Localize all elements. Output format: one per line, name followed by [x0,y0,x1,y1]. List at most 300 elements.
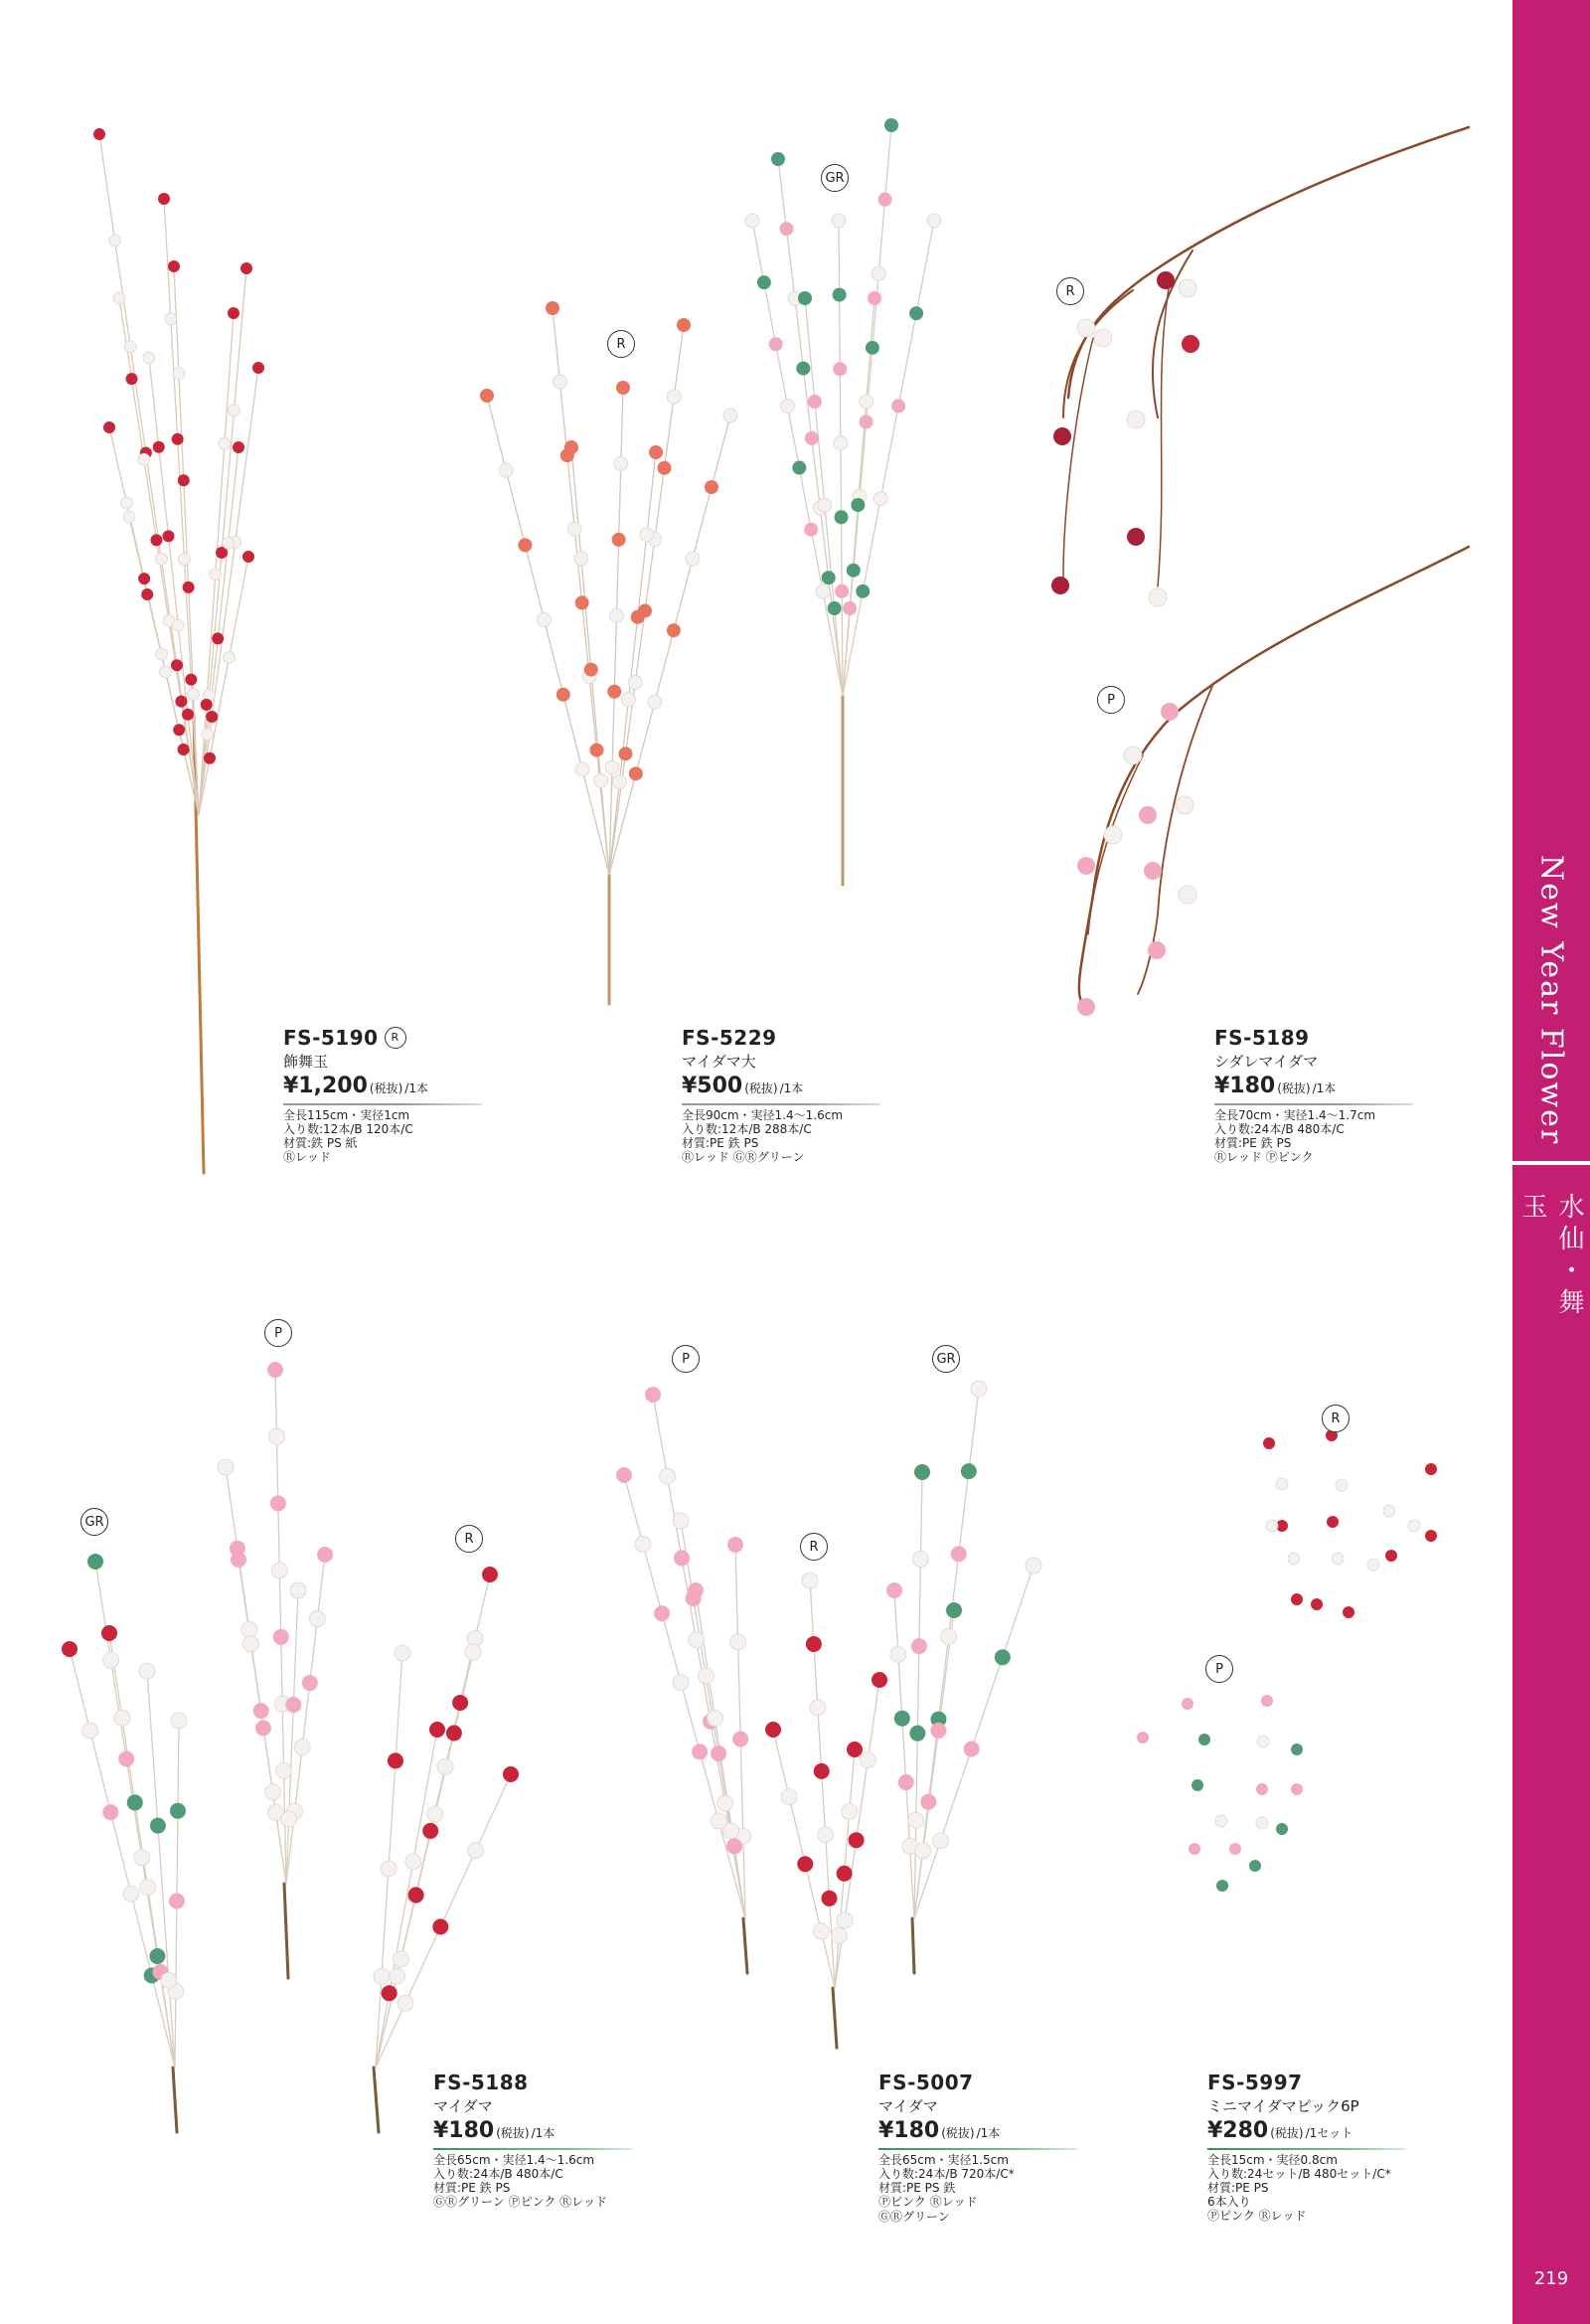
bead [890,1646,906,1662]
bead [842,1803,858,1819]
bead [178,474,190,486]
bead [1127,528,1145,546]
bead [317,1547,333,1563]
bead [178,744,190,755]
bead [381,1861,397,1877]
stem [199,557,248,815]
bead [908,1812,924,1828]
bead [1425,1463,1437,1475]
bead [242,1636,258,1652]
bead [253,1703,269,1719]
bead [995,1649,1011,1665]
bead [1104,826,1122,844]
stem [376,1652,473,2068]
product-fs-5190 [283,1026,581,1165]
bead [1192,1779,1203,1791]
bead [730,1634,746,1650]
bead [429,1722,445,1738]
bead [1291,1593,1303,1605]
bead [224,651,236,663]
bead [1161,703,1179,721]
bead [1127,411,1145,428]
bead [605,760,619,774]
color-options: Ⓟピンク Ⓡレッド [1207,2209,1307,2223]
branch [284,1884,288,1978]
bead [779,222,793,236]
bead [622,693,636,707]
bead [860,395,874,409]
product-code: FS-5229 [682,1026,777,1050]
spec-size: 全長115cm・実径1cm [283,1108,410,1122]
bead [1257,1736,1269,1747]
bead [183,581,195,593]
bead [159,666,171,678]
bead [628,675,642,689]
bead [1215,1815,1227,1827]
bead [780,399,794,413]
product-fs-5007 [878,2071,1177,2225]
bead [185,674,197,686]
branch [374,2068,379,2132]
spec-quantity: 入り数:12本/B 120本/C [283,1122,413,1136]
bead [124,341,136,353]
bead [432,1918,448,1934]
branch [912,1918,914,1973]
bead [405,1854,421,1870]
bead [168,260,180,272]
category-sidebar [1512,0,1590,2324]
bead [281,1811,297,1827]
spec-material: 材質:PE 鉄 PS [1214,1136,1292,1150]
bead [920,1794,936,1810]
bead [1288,1553,1300,1565]
bead [654,1605,670,1621]
bead [556,688,570,702]
bead [201,699,213,711]
bead [156,648,168,660]
tax-label: (税抜) [496,2126,530,2140]
bead [188,689,200,701]
spec-material: 材質:PE 鉄 PS [433,2181,511,2195]
bead [302,1675,318,1691]
bead [723,409,737,422]
bead [101,1625,117,1641]
product-price: ¥180 [1214,1074,1276,1098]
marker-green: GR [821,164,849,192]
bead [941,1628,957,1644]
bead [660,1468,676,1484]
bead [837,1866,853,1882]
bead [172,619,184,631]
bead [1094,329,1112,347]
bead [398,1995,413,2011]
bead [727,1537,743,1553]
bead [612,775,626,789]
bead [806,1636,822,1652]
bead [228,307,239,319]
bead [158,193,170,205]
price-unit: /1本 [404,1081,428,1095]
bead [82,1723,98,1739]
bead [149,1948,165,1964]
bead [705,480,718,494]
bead [677,318,691,332]
bead [503,1766,519,1782]
bead [271,1563,287,1578]
bead [1176,796,1193,814]
spec-material: 材質:PE 鉄 PS [682,1136,759,1150]
bead [127,1794,143,1810]
sidebar-title-en: New Year Flower [1533,855,1569,1146]
bead [218,1459,234,1475]
bead [169,1893,185,1909]
bead [518,538,532,552]
spec-material: 材質:鉄 PS 紙 [283,1136,358,1150]
color-options: Ⓡレッド [283,1150,331,1164]
bead [822,571,836,584]
bead [268,1428,284,1444]
bead [616,1467,632,1483]
bead [796,362,810,376]
bead [480,389,494,403]
divider [283,1103,482,1105]
bead [153,441,165,453]
bead [285,1697,301,1713]
bead [612,533,626,547]
product-code: FS-5190 [283,1026,379,1050]
bead [121,497,133,509]
bead [446,1726,462,1742]
bead [1291,1743,1303,1755]
bead [87,1554,103,1570]
product-fs-5229 [682,1026,980,1165]
bead [757,275,771,289]
bead [1157,271,1175,289]
branch [743,1918,747,1973]
bead [1383,1505,1395,1517]
bead [814,1763,830,1779]
bead [206,711,218,723]
product-price: ¥280 [1207,2118,1269,2143]
bead [62,1641,78,1657]
product-name: マイダマ [433,2097,493,2115]
bead [109,235,121,247]
product-price: ¥1,200 [283,1074,368,1098]
bead [1327,1516,1339,1528]
branch [1079,547,1469,1004]
product-fs-5188 [433,2071,731,2210]
marker-pink: P [672,1345,700,1373]
bead [1343,1606,1354,1618]
bead [499,463,513,477]
bead [818,1827,834,1843]
bead [173,368,185,380]
branch [833,1988,837,2048]
sidebar-title-jp: 水仙・舞玉 [1517,1193,1584,1320]
price-unit: /1本 [1312,1081,1337,1095]
bead [1182,335,1199,353]
bead [150,534,162,546]
bead [828,601,842,615]
spec-quantity: 入り数:24本/B 480本/C [1214,1122,1345,1136]
bead [395,1645,410,1661]
bead [834,510,848,524]
bead [674,1550,690,1566]
bead [574,552,588,566]
bead [267,1362,283,1378]
bead [951,1546,967,1562]
marker-green: GR [80,1508,108,1536]
branch [173,2068,177,2132]
bead [1124,747,1142,764]
bead [589,744,603,757]
bead [575,595,589,609]
bead [792,461,806,475]
product-fs-5189 [1214,1026,1512,1165]
bead [170,1803,186,1819]
bead [1425,1530,1437,1542]
stem [553,308,609,875]
bead [810,1700,826,1716]
bead [1077,857,1095,875]
spec-size: 全長90cm・実径1.4～1.6cm [682,1108,844,1122]
bead [833,362,847,376]
marker-red: R [800,1533,828,1561]
stem [609,325,684,875]
bead [382,1985,398,2001]
bead [860,415,874,428]
bead [909,1726,925,1742]
bead [891,399,905,413]
bead [1137,1732,1149,1743]
stem [914,1610,954,1918]
bead [161,1972,177,1988]
bead [575,762,589,776]
bead [123,511,135,523]
bead [860,1752,875,1768]
bead [631,610,645,624]
color-options: Ⓡレッド ⒼⓇグリーン [682,1150,805,1164]
bead [831,1927,847,1943]
bead [103,421,115,433]
bead [872,266,885,280]
bead [649,445,663,459]
bead [640,528,654,542]
bead [1229,1843,1241,1855]
price-unit: /1本 [779,1081,804,1095]
stem [286,1555,325,1884]
bead [564,440,578,454]
bead [765,1722,781,1738]
bead [837,1912,853,1928]
bead [1053,427,1071,445]
branch [1063,338,1093,577]
bead [609,608,623,622]
bead [847,564,861,578]
bead [255,1721,271,1737]
bead [614,456,628,470]
bead [866,341,879,355]
bead [482,1567,498,1582]
color-options: Ⓟピンク Ⓡレッド [878,2195,978,2209]
bead [139,1663,155,1679]
stem [609,452,656,875]
bead [1182,1698,1193,1710]
bead [182,709,194,721]
stem [376,1730,437,2068]
bead [833,288,847,302]
stem [778,159,843,696]
product-price: ¥500 [682,1074,743,1098]
bead [868,291,881,305]
bead [103,1652,119,1668]
bead [912,1552,928,1568]
bead [886,1582,902,1598]
bead [723,1823,739,1839]
bead [427,1806,443,1822]
bead [667,390,681,404]
bead [273,1629,289,1645]
bead [114,1710,130,1726]
bead [1291,1783,1303,1795]
marker-red: R [455,1525,483,1553]
bead [141,588,153,600]
bead [898,1774,914,1790]
bead [717,1795,733,1811]
divider [1207,2148,1406,2150]
product-code: FS-5007 [878,2071,974,2094]
bead [686,552,700,566]
product-code: FS-5189 [1214,1026,1310,1050]
bead [745,214,759,228]
bead [374,1968,390,1984]
color-marker: R [385,1027,406,1049]
bead [150,1818,166,1834]
bead [1256,1783,1268,1795]
tax-label: (税抜) [941,2126,975,2140]
bead [847,1742,863,1757]
marker-pink: P [1097,686,1125,714]
bead [388,1752,403,1768]
tax-label: (税抜) [1270,2126,1304,2140]
bead [538,613,552,627]
branch [1063,290,1133,417]
bead [140,1880,156,1896]
stem [843,221,934,696]
product-code: FS-5188 [433,2071,529,2094]
bead [219,437,231,449]
marker-red: R [1056,277,1084,305]
product-price: ¥180 [433,2118,495,2143]
bead [915,1843,931,1859]
bead [276,1762,292,1778]
bead [629,766,643,780]
bead [1077,319,1095,337]
bead [1189,1843,1200,1855]
bead [798,291,812,305]
bead [393,1951,408,1967]
bead [125,373,137,385]
bead [658,461,672,475]
bead [726,1838,742,1854]
color-options-extra: ⒼⓇグリーン [878,2210,950,2224]
bead [223,537,235,549]
bead [1148,941,1166,959]
spec-pack: 6本入り [1207,2195,1251,2209]
bead [594,773,608,787]
bead [843,601,857,615]
bead [1385,1550,1397,1562]
bead [946,1602,962,1618]
spec-size: 全長15cm・実径0.8cm [1207,2153,1338,2167]
spec-quantity: 入り数:24本/B 720本/C* [878,2167,1015,2181]
page-number: 219 [1533,2268,1569,2289]
bead [914,1464,930,1480]
bead [294,1740,310,1755]
bead [818,498,832,512]
bead [607,685,621,699]
bead [437,1758,453,1774]
marker-pink: P [1205,1655,1233,1683]
bead [202,729,214,741]
bead [546,301,559,315]
bead [1198,1734,1210,1745]
bead [971,1381,987,1397]
divider [433,2148,632,2150]
bead [667,623,681,637]
tax-label: (税抜) [369,1081,403,1095]
color-options: Ⓡレッド Ⓟピンク [1214,1150,1314,1164]
bead [688,1582,704,1598]
bead [851,498,865,512]
spec-size: 全長70cm・実径1.4～1.7cm [1214,1108,1376,1122]
bead [961,1463,977,1479]
bead [619,747,633,760]
divider [682,1103,880,1105]
product-name: マイダマ大 [682,1053,756,1071]
bead [270,1495,286,1511]
bead [390,1968,405,1984]
spec-quantity: 入り数:24本/B 480本/C [433,2167,563,2181]
bead [1266,1520,1278,1532]
spec-material: 材質:PE PS 鉄 [878,2181,956,2195]
product-name: ミニマイダマピック6P [1207,2097,1359,2115]
bead [1276,1478,1288,1490]
bead [138,453,150,465]
bead [872,1672,887,1688]
bead [635,1537,651,1553]
marker-red: R [1322,1405,1350,1432]
product-code: FS-5997 [1207,2071,1303,2094]
bead [708,1711,723,1727]
bead [210,569,222,581]
bead [884,118,898,132]
bead [927,214,941,228]
bead [113,292,125,304]
spec-size: 全長65cm・実径1.5cm [878,2153,1009,2167]
bead [692,1743,708,1759]
bead [138,573,150,584]
bead [309,1611,325,1627]
bead [155,553,167,565]
bead [567,522,581,536]
bead [212,632,224,644]
product-name: シダレマイダマ [1214,1053,1319,1071]
stem [147,1671,175,2068]
bead [909,306,923,320]
bead [265,1784,281,1800]
bead [645,1387,661,1403]
